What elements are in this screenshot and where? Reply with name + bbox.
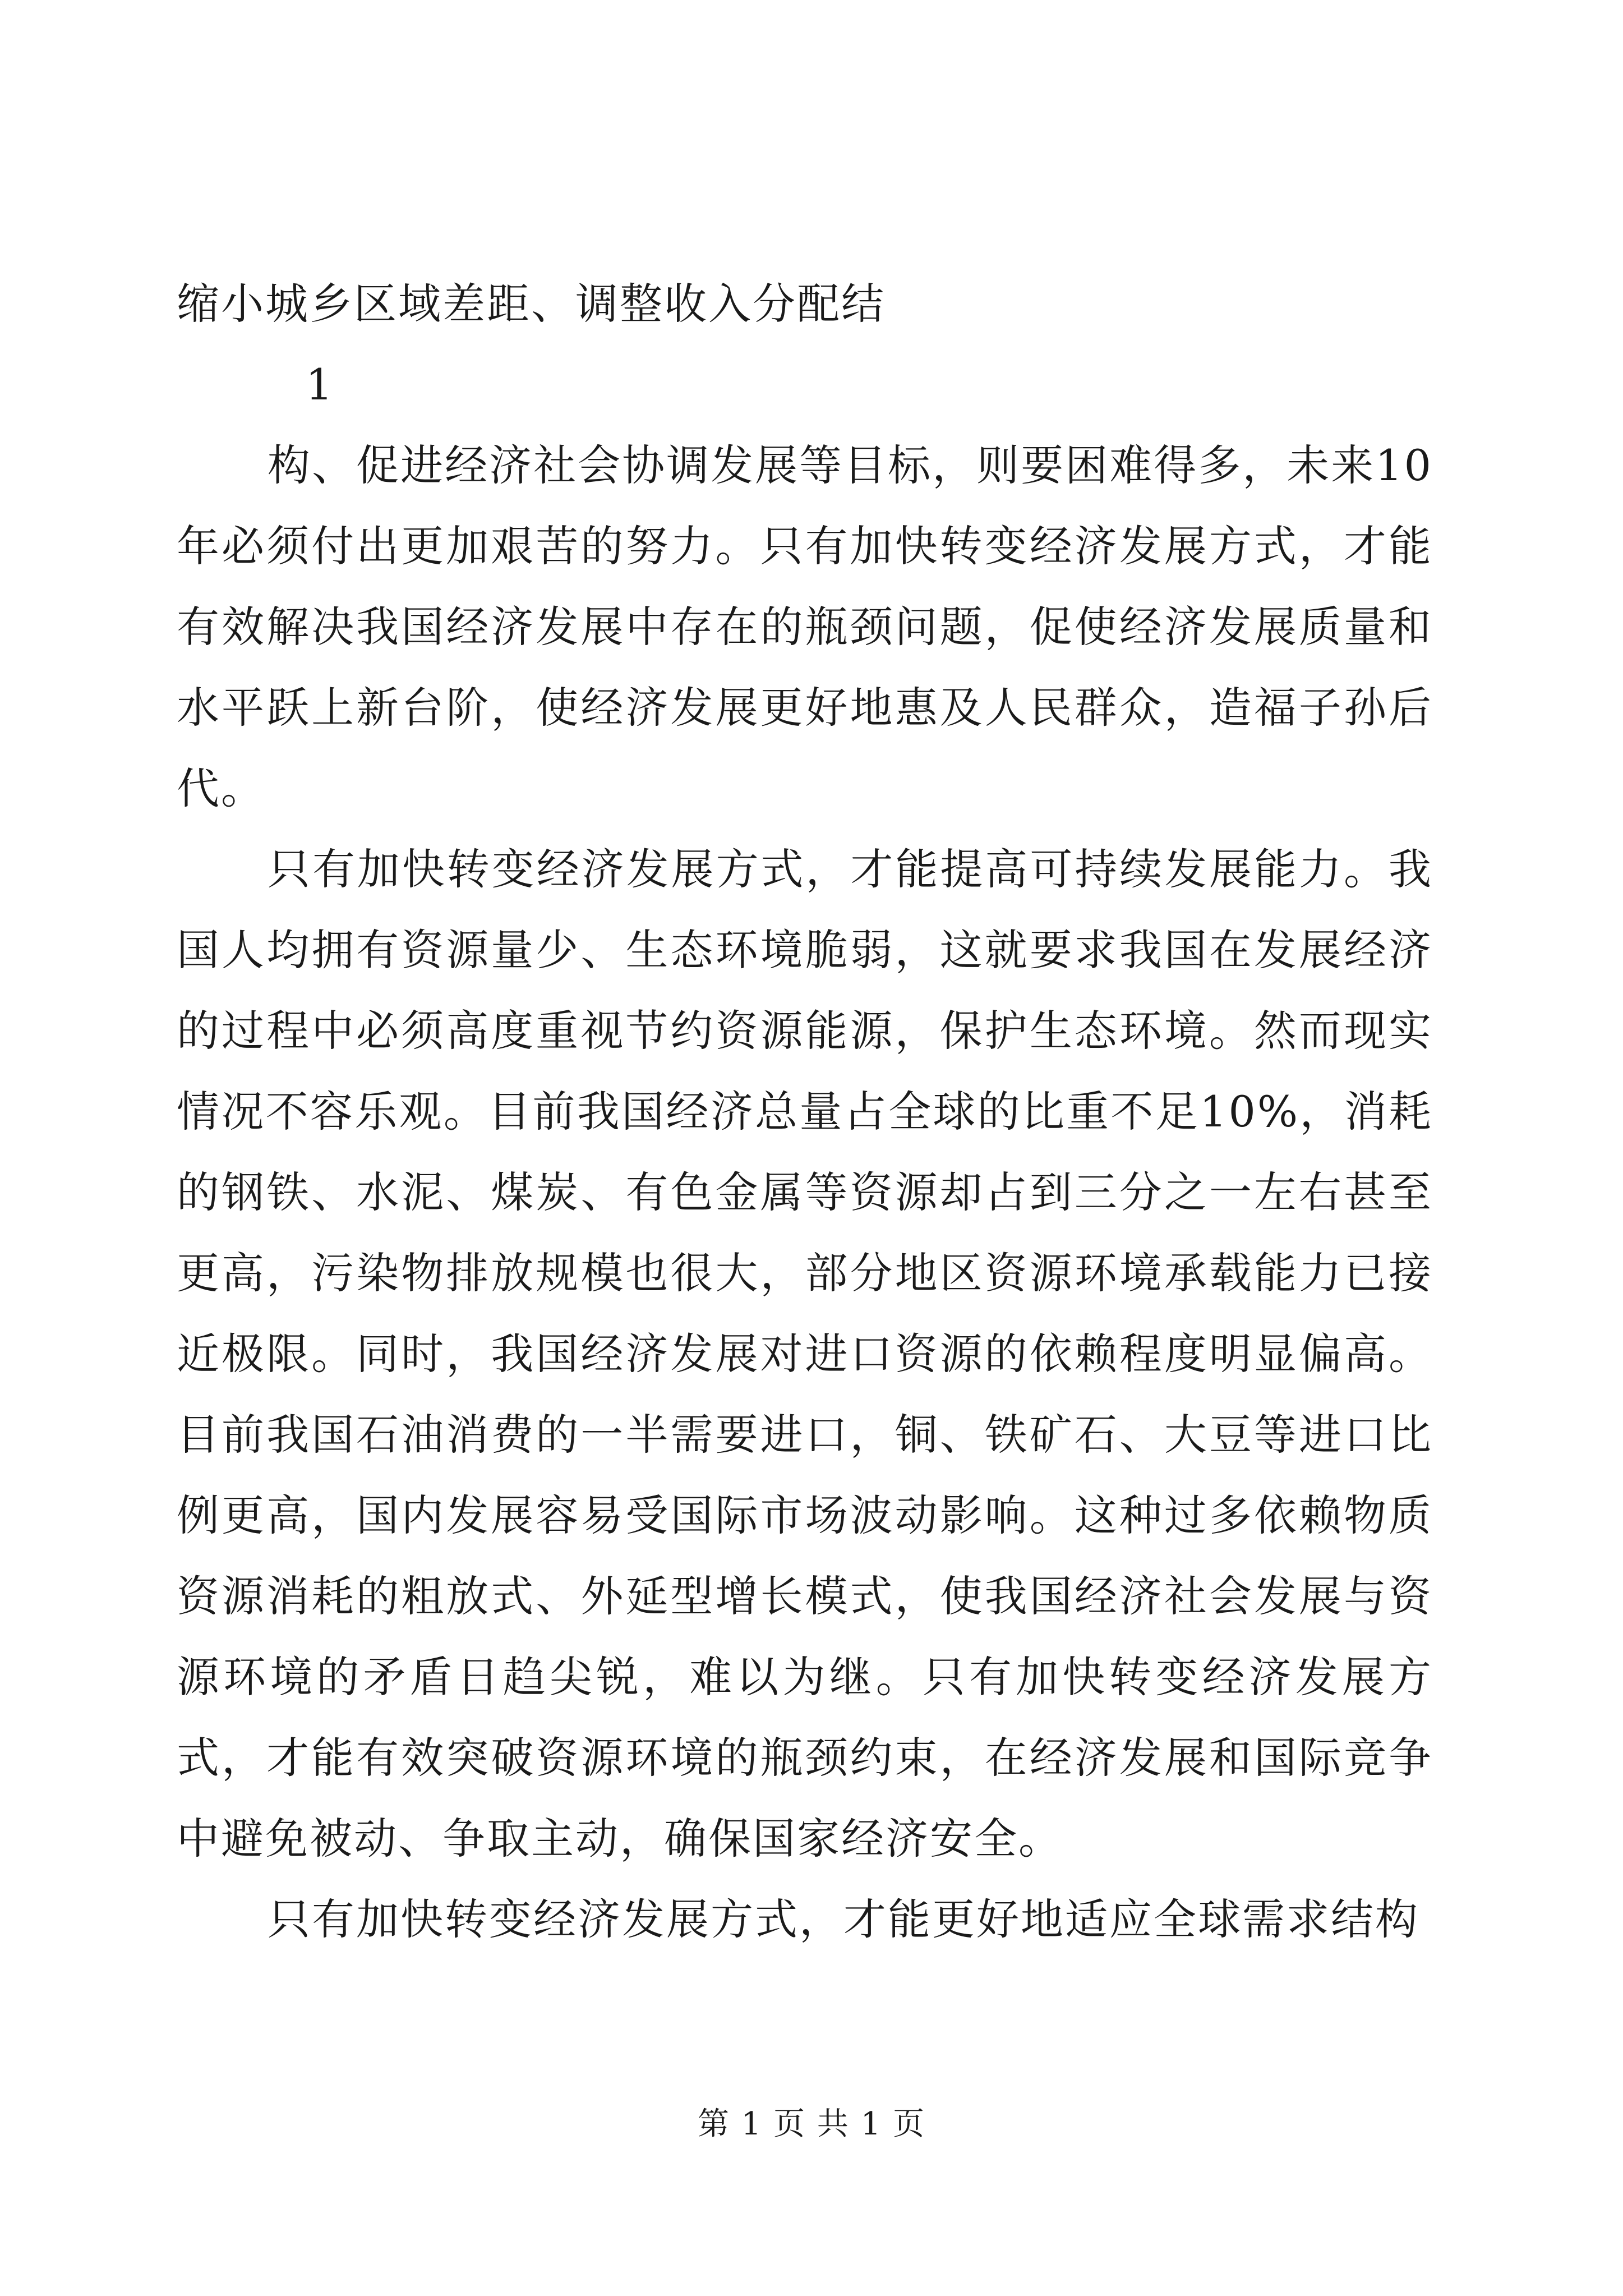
paragraph-2: 只有加快转变经济发展方式，才能提高可持续发展能力。我国人均拥有资源量少、生态环境脆弱，这就要求我国在发展经济的过程中必须高度重视节约资源能源，保护生态环境。然而现实情况不容乐观。目前我国经济总量占全球的比重不足10%，消耗的钢铁、水泥、煤炭、有色金属等资源却占到三分之一左右甚至更高，污染物排放规模也很大，部分地区资源环境承载能力已接近极限。同时，我国经济发展对进口资源的依赖程度明显偏高。目前我国石油消费的一半需要进口，铜、铁矿石、大豆等进口比例更高，国内发展容易受国际市场波动影响。这种过多依赖物质资源消耗的粗放式、外延型增长模式，使我国经济社会发展与资源环境的矛盾日趋尖锐，难以为继。只有加快转变经济发展方式，才能有效突破资源环境的瓶颈约束，在经济发展和国际竞争中避免被动、争取主动，确保国家经济安全。 bbox=[177, 844, 1433, 1864]
page-number-label: 第 1 页 共 1 页 bbox=[697, 2106, 926, 2142]
paragraph-3: 只有加快转变经济发展方式，才能更好地适应全球需求结构 bbox=[268, 1894, 1419, 1944]
lead-line: 缩小城乡区域差距、调整收入分配结 bbox=[177, 279, 886, 329]
fragment-number: 1 bbox=[306, 360, 335, 409]
document-body bbox=[177, 264, 1433, 1960]
page-footer bbox=[0, 2105, 1623, 2144]
paragraph-1: 构、促进经济社会协调发展等目标，则要困难得多，未来10年必须付出更加艰苦的努力。只有加快转变经济发展方式，才能有效解决我国经济发展中存在的瓶颈问题，促使经济发展质量和水平跃上新台阶，使经济发展更好地惠及人民群众，造福子孙后代。 bbox=[177, 440, 1433, 813]
